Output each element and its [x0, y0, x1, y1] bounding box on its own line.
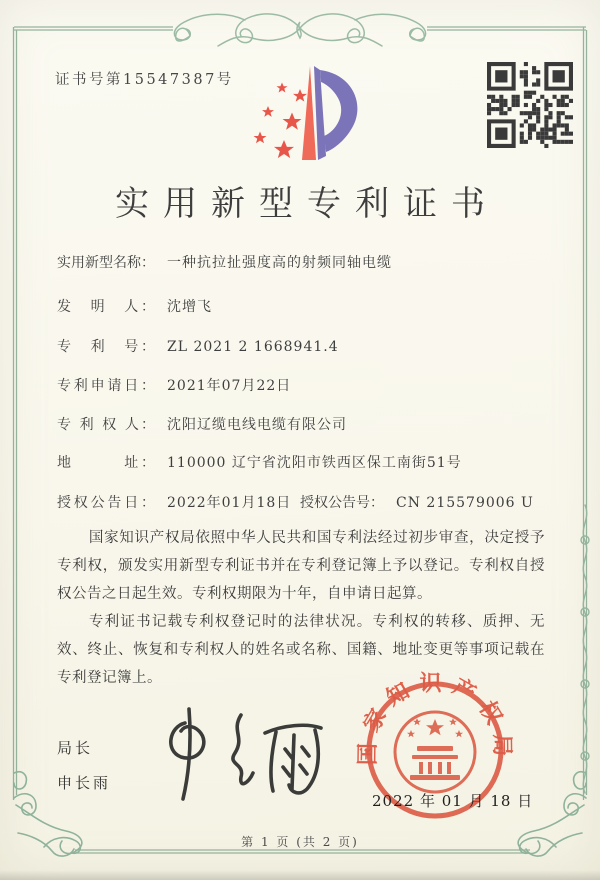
legal-text-block — [57, 524, 545, 692]
field-value: 2022年01月18日 — [167, 495, 292, 511]
field-grant-row — [57, 492, 534, 512]
certificate-title: 实用新型专利证书 — [115, 184, 499, 224]
director-name: 申长雨 — [57, 774, 112, 792]
field-value: 2021年07月22日 — [167, 378, 292, 394]
svg-text:国家知识产权局 — [355, 671, 515, 766]
director-title: 局长 — [57, 739, 94, 757]
field-label: 授权公告日： — [57, 495, 155, 511]
field-label: 授权公告号： — [300, 495, 384, 511]
legal-paragraph-1: 国家知识产权局依照中华人民共和国专利法经过初步审查，决定授予专利权，颁发实用新型专利证书并在专利登记簿上予以登记。专利权自授权公告之日起生效。专利权期限为十年，自申请日起算。 — [57, 530, 545, 602]
field-value: 110000 辽宁省沈阳市铁西区保工南街51号 — [167, 455, 462, 471]
logo-red-pillar — [302, 66, 316, 160]
field-label: 实用新型名称： — [57, 255, 155, 271]
logo-stars — [254, 83, 308, 159]
field-patent-number — [57, 336, 339, 356]
field-address — [57, 452, 462, 472]
director-signature — [155, 703, 330, 808]
field-patentee — [57, 414, 347, 434]
logo-purple-p — [314, 66, 357, 160]
qr-code-icon — [487, 62, 573, 148]
field-label: 专利申请日： — [57, 378, 155, 394]
seal-text: 国家知识产权局 — [354, 670, 516, 766]
national-emblem-icon — [395, 712, 475, 792]
field-value: 沈增飞 — [167, 299, 212, 315]
field-value: CN 215579006 U — [396, 495, 534, 511]
field-label: 发 明 人： — [57, 299, 155, 315]
field-label: 地 址： — [57, 455, 155, 471]
cnipa-logo-icon — [248, 60, 374, 166]
director-block — [57, 737, 111, 793]
right-edge-ornament — [581, 505, 589, 793]
legal-paragraph-2: 专利证书记载专利权登记时的法律状况。专利权的转移、质押、无效、终止、恢复和专利权人的姓名或名称、国籍、地址变更等事项记载在专利登记簿上。 — [57, 614, 545, 686]
field-inventor — [57, 296, 212, 316]
seal-date: 2022 年 01 月 18 日 — [372, 792, 534, 810]
certificate-number: 证书号第15547387号 — [55, 72, 234, 88]
field-utility-name — [57, 252, 392, 272]
field-filing-date — [57, 375, 291, 395]
field-value: 一种抗拉扯强度高的射频同轴电缆 — [167, 255, 392, 271]
field-grant-number — [300, 492, 534, 512]
field-label: 专 利 权 人： — [57, 417, 155, 433]
page-number: 第 1 页 (共 2 页) — [241, 835, 359, 849]
top-ornament — [174, 14, 425, 46]
field-value: 沈阳辽缆电线电缆有限公司 — [167, 417, 347, 433]
field-value: ZL 2021 2 1668941.4 — [167, 339, 339, 355]
field-label: 专 利 号： — [57, 339, 155, 355]
